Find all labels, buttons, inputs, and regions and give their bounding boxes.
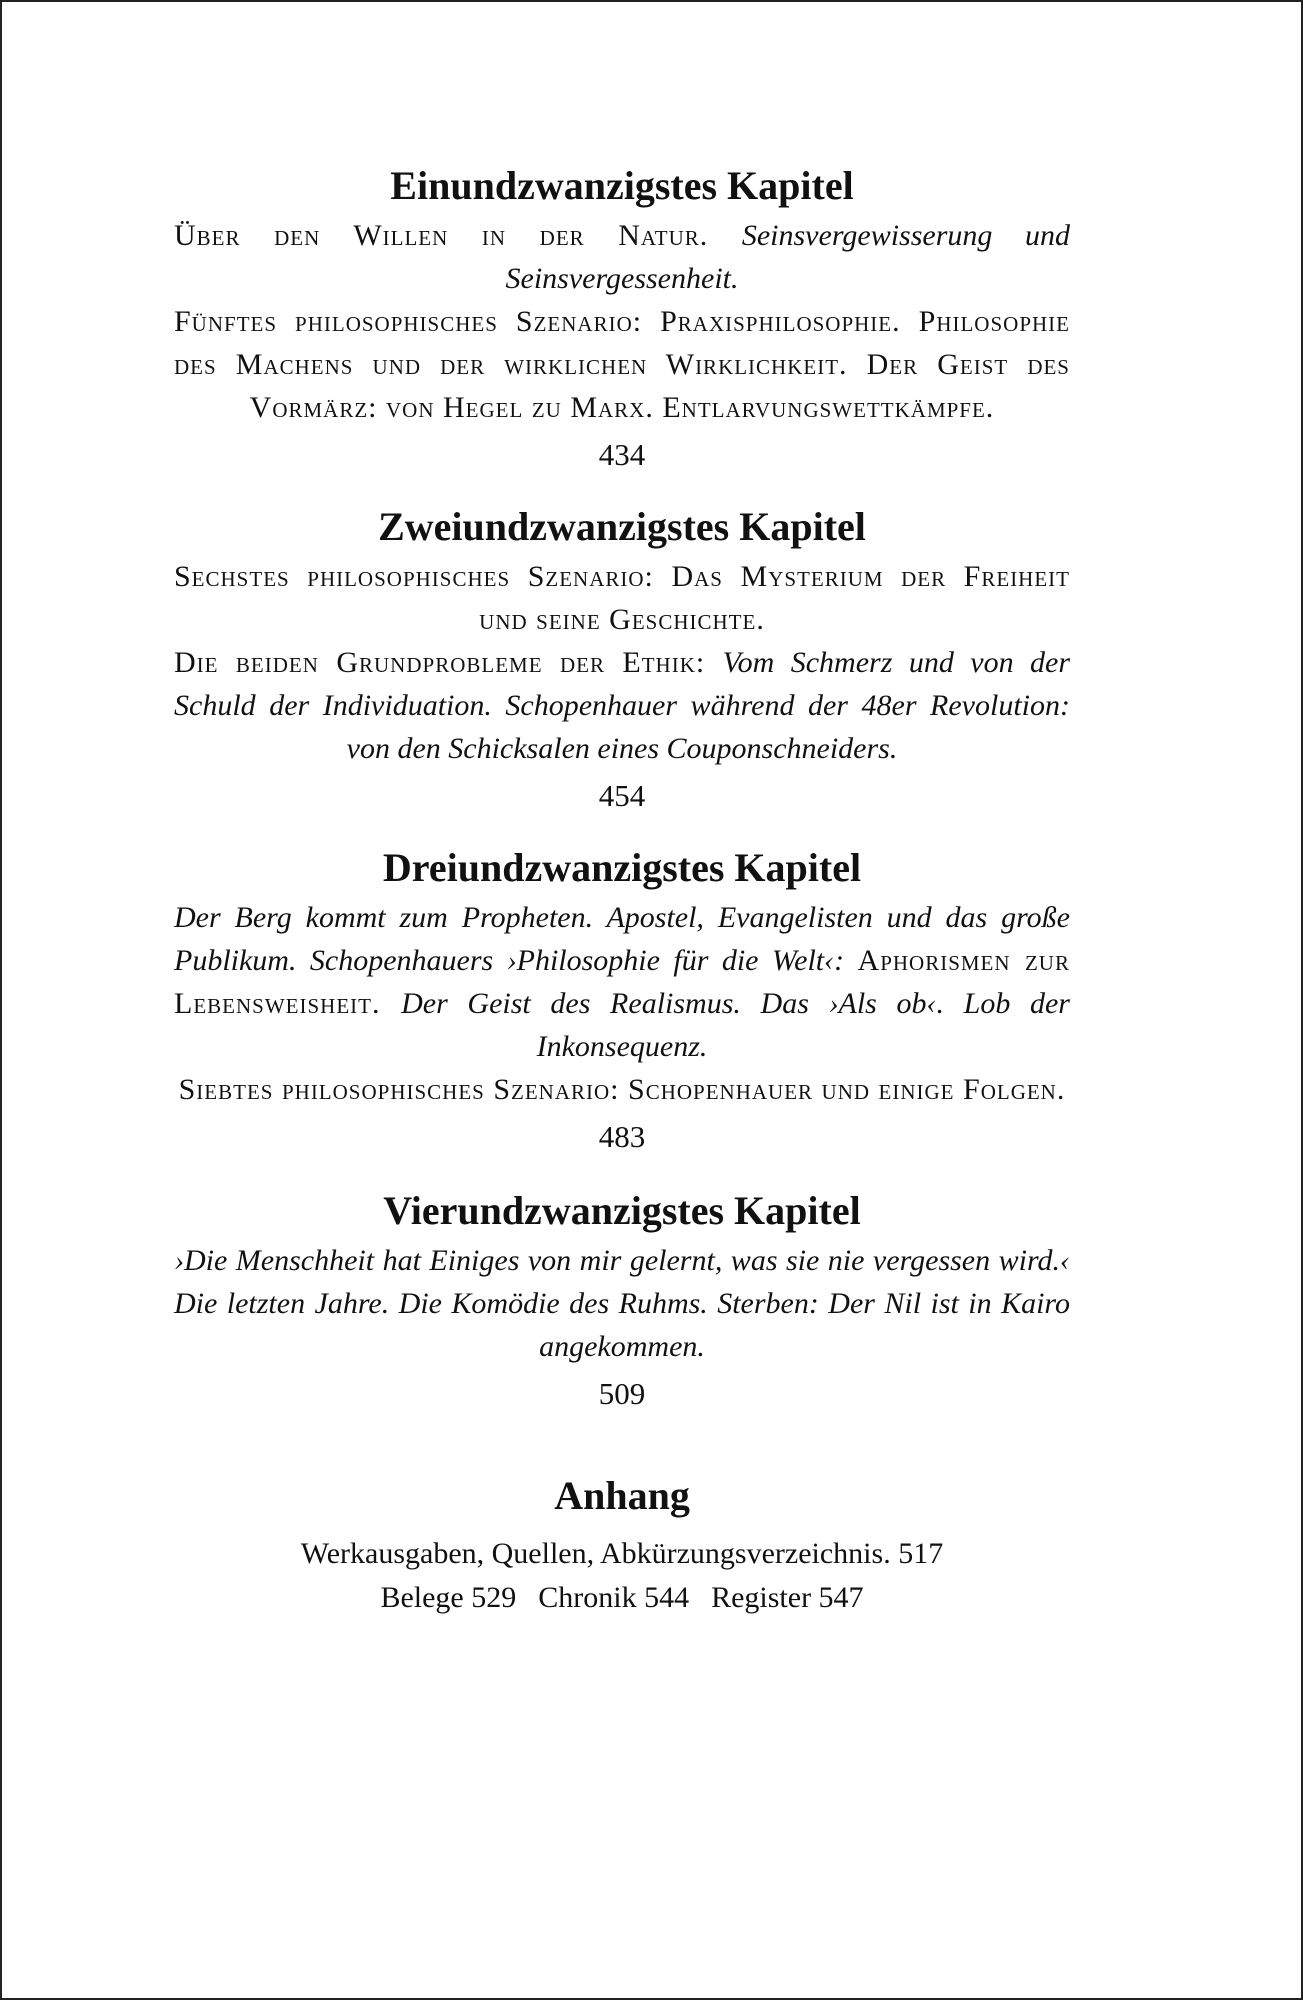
appendix-title: Anhang bbox=[554, 1473, 690, 1518]
appendix-section bbox=[174, 1472, 1070, 1620]
entry-segment: Fünftes philosophisches Szenario: Praxisphilosophie. Philosophie des Machens und der wirklichen Wirklichkeit. Der Geist des Vormärz: von Hegel zu Marx. Entlarvungswettkämpfe. bbox=[174, 305, 1070, 424]
entry-segment: Der Berg kommt zum Propheten. Apostel, Evangelisten und das große Publikum. Schopenhauers ›Philosophie für die Welt‹: bbox=[174, 901, 1070, 977]
chapter-entry bbox=[174, 300, 1070, 429]
appendix-chronik: Chronik 544 bbox=[538, 1581, 690, 1614]
entry-segment: Der Geist des Realismus. Das ›Als ob‹. Lob der Inkonsequenz. bbox=[401, 987, 1070, 1063]
appendix-register: Register 547 bbox=[711, 1581, 864, 1614]
chapter-23 bbox=[174, 844, 1070, 1159]
appendix-belege: Belege 529 bbox=[380, 1581, 517, 1614]
entry-segment: Sechstes philosophisches Szenario: Das Mysterium der Freiheit und seine Geschichte. bbox=[174, 560, 1070, 636]
chapter-entry bbox=[174, 214, 1070, 300]
chapter-entry bbox=[174, 1239, 1070, 1368]
chapter-entry bbox=[174, 555, 1070, 641]
chapter-entry bbox=[174, 641, 1070, 770]
page-number: 454 bbox=[598, 778, 646, 813]
entry-segment: ›Die Menschheit hat Einiges von mir gelernt, was sie nie vergessen wird.‹ Die letzten Jahre. Die Komödie des Ruhms. Sterben: Der Nil ist in Kairo angekommen. bbox=[174, 1244, 1070, 1363]
chapter-entry bbox=[174, 896, 1070, 1068]
page-number: 483 bbox=[598, 1119, 646, 1154]
entry-segment: Seinsvergewisserung und Seinsvergessenheit. bbox=[505, 219, 1070, 295]
chapter-24 bbox=[174, 1187, 1070, 1416]
table-of-contents bbox=[174, 162, 1070, 1620]
chapter-title: Zweiundzwanzigstes Kapitel bbox=[378, 504, 866, 549]
chapter-22 bbox=[174, 503, 1070, 818]
page-number: 434 bbox=[598, 437, 646, 472]
page-number: 509 bbox=[598, 1376, 646, 1411]
entry-segment: Siebtes philosophisches Szenario: Schopenhauer und einige Folgen. bbox=[178, 1073, 1066, 1106]
entry-segment: Über den Willen in der Natur. bbox=[174, 219, 742, 252]
appendix-line: Werkausgaben, Quellen, Abkürzungsverzeichnis. 517 bbox=[300, 1537, 944, 1570]
chapter-title: Einundzwanzigstes Kapitel bbox=[390, 163, 854, 208]
entry-segment: Aphorismen zur Lebensweisheit. bbox=[174, 944, 1070, 1020]
entry-segment: Die beiden Grundprobleme der Ethik: bbox=[174, 646, 723, 679]
appendix-line bbox=[174, 1576, 1070, 1620]
chapter-entry bbox=[174, 1068, 1070, 1111]
chapter-title: Vierundzwanzigstes Kapitel bbox=[383, 1188, 861, 1233]
chapter-title: Dreiundzwanzigstes Kapitel bbox=[382, 845, 862, 890]
entry-segment: Vom Schmerz und von der Schuld der Individuation. Schopenhauer während der 48er Revolution: von den Schicksalen eines Couponschneiders. bbox=[174, 646, 1070, 765]
chapter-21 bbox=[174, 162, 1070, 477]
